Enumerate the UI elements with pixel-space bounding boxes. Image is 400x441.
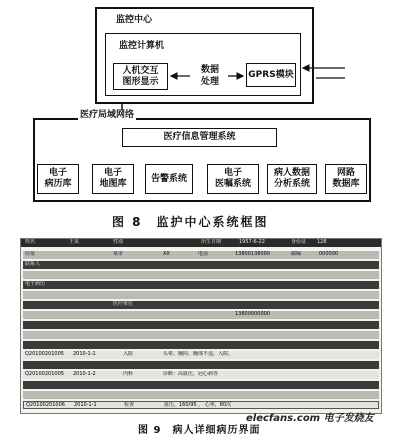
cell: 13800000000 — [235, 311, 270, 317]
record-row[interactable] — [23, 351, 379, 359]
module-emr-line-2: 病历库 — [44, 179, 72, 189]
module-analysis — [267, 164, 317, 194]
cell: XX — [163, 251, 170, 257]
his-module — [122, 128, 277, 147]
record-row[interactable] — [23, 291, 379, 299]
module-alarm — [145, 164, 193, 194]
cell: 2010-1-1 — [73, 351, 96, 357]
cell: 电子病历 — [25, 281, 46, 287]
cell: 头晕、胸闷、胸部不适，入院。 — [163, 351, 234, 357]
lan-label: 医疗局域网络 — [80, 110, 135, 120]
module-netdb-line-2: 数据库 — [332, 179, 360, 189]
figure-9-caption: 图 9 病人详细病历界面 — [138, 425, 261, 436]
module-map-line-1: 电子 — [103, 168, 122, 178]
cell: Q20100201006 — [26, 402, 65, 408]
watermark: elecfans.com 电子发烧友 — [246, 413, 374, 424]
cell: 住址 — [25, 251, 36, 257]
patient-record-screenshot — [20, 238, 382, 414]
module-emr-line-1: 电子 — [48, 168, 67, 178]
hdr-cell-4: 出生日期 — [201, 239, 222, 245]
cell: 入院 — [123, 351, 134, 357]
hdr-cell-5: 1957-6-22 — [239, 239, 265, 245]
record-row[interactable] — [23, 311, 379, 319]
cell: 某市 — [113, 251, 124, 257]
record-row[interactable] — [23, 401, 379, 409]
hdr-cell-2: 王某 — [69, 239, 80, 245]
cell: 诊断：高血压，冠心病等 — [163, 371, 219, 377]
record-row[interactable] — [23, 341, 379, 349]
module-map — [92, 164, 134, 194]
hdr-cell-6: 身份证 — [291, 239, 307, 245]
monitor-center-label: 监控中心 — [116, 15, 153, 25]
hci-line-1: 人机交互 — [122, 65, 159, 76]
cell: Q20100201005 — [25, 371, 64, 377]
module-analysis-line-2: 分析系统 — [273, 179, 310, 189]
record-row[interactable] — [23, 361, 379, 369]
record-row[interactable] — [23, 321, 379, 329]
module-orders — [207, 164, 259, 194]
module-map-line-2: 地图库 — [99, 179, 127, 189]
figure-8-caption: 图 8 监护中心系统框图 — [112, 215, 269, 229]
cell: 邮编 — [291, 251, 302, 257]
cell: 2010-1-1 — [74, 402, 97, 408]
his-label: 医疗信息管理系统 — [163, 132, 236, 142]
module-netdb-line-1: 网路 — [336, 168, 355, 178]
module-netdb — [325, 164, 367, 194]
data-processing-line-2: 处理 — [200, 77, 219, 87]
module-orders-line-1: 电子 — [223, 168, 242, 178]
cell: 13800138000 — [235, 251, 270, 257]
cell: 内科 — [123, 371, 134, 377]
cell: 2010-1-2 — [73, 371, 96, 377]
module-alarm-line-1: 告警系统 — [150, 173, 187, 184]
hdr-cell-3: 性别 — [113, 239, 124, 245]
record-row[interactable] — [23, 371, 379, 379]
hdr-cell-1: 姓名 — [25, 239, 36, 245]
hci-line-2: 图形显示 — [122, 76, 159, 87]
cell: 000000 — [319, 251, 339, 257]
cell: Q20100201005 — [25, 351, 64, 357]
record-row[interactable] — [23, 281, 379, 289]
cell: 检查 — [124, 402, 135, 408]
hdr-cell-7: 128 — [317, 239, 327, 245]
module-analysis-line-1: 病人数据 — [273, 168, 310, 178]
record-row[interactable] — [23, 331, 379, 339]
record-row[interactable] — [23, 301, 379, 309]
cell: 血压，160/95 ， 心率，80次 — [164, 402, 232, 408]
record-row[interactable] — [23, 261, 379, 269]
cell: 电话 — [198, 251, 209, 257]
data-processing-line-1: 数据 — [200, 65, 219, 75]
cell: 医疗单位 — [113, 301, 134, 307]
record-row[interactable] — [23, 251, 379, 259]
gprs-label: GPRS模块 — [248, 69, 294, 80]
monitor-computer-label: 监控计算机 — [119, 41, 165, 51]
record-row[interactable] — [23, 271, 379, 279]
module-emr — [37, 164, 79, 194]
record-row[interactable] — [23, 391, 379, 399]
screenshot-header — [21, 239, 381, 247]
module-orders-line-2: 医嘱系统 — [214, 179, 251, 189]
record-row[interactable] — [23, 381, 379, 389]
cell: 联系人 — [25, 261, 41, 267]
